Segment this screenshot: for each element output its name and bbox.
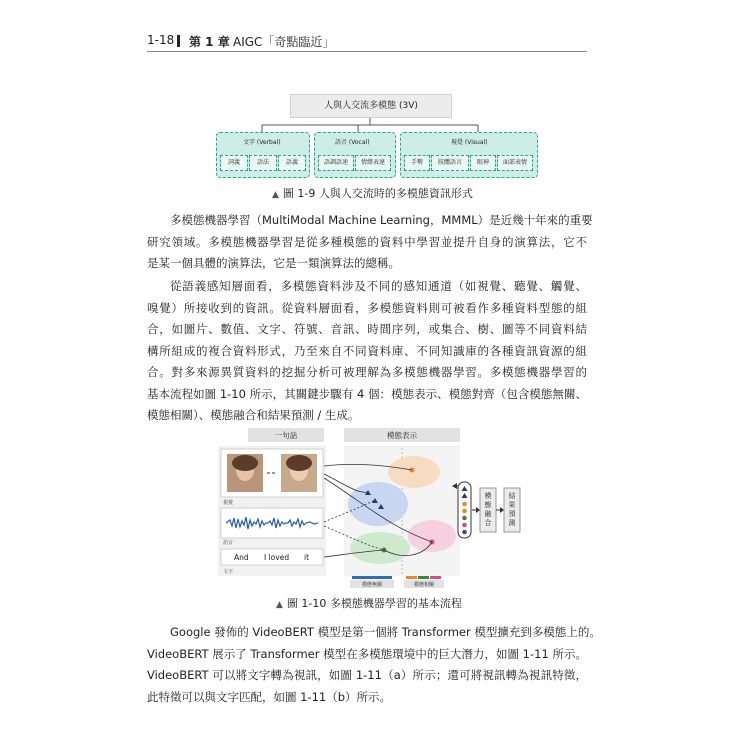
text-label: 文字 — [223, 569, 234, 575]
figure-1-9-caption — [272, 185, 473, 201]
figure-1-10-caption-text: 圖 1-10 多模態機器學習的基本流程 — [286, 597, 462, 610]
cluster-blue — [348, 482, 408, 526]
header-rule — [147, 51, 587, 52]
prediction-char-3: 預 — [508, 510, 516, 518]
fusion-char-4: 合 — [484, 519, 492, 527]
legend-related-swatch-1 — [406, 576, 417, 579]
visual-label: 視覺 — [223, 500, 234, 506]
fusion-char-2: 態 — [484, 501, 492, 509]
group-vocal-label: 語音 (Vocal) — [335, 139, 370, 146]
chapter-title: AIGC「奇點臨近」 — [233, 35, 335, 49]
group-vocal — [314, 132, 396, 178]
leaf-verbal-1: 詞義 — [220, 155, 248, 171]
paragraph-2-line: 模態相關）、模態融合和結果預測 / 生成。 — [147, 408, 360, 422]
prediction-char-1: 結 — [508, 492, 516, 500]
figure-1-10-caption — [276, 595, 462, 611]
paragraph-2-line: 從語義感知層面看，多模態資料涉及不同的感知通道（如視覺、聽覺、觸覺、 — [170, 279, 587, 293]
cluster-pink — [408, 520, 456, 552]
legend-related-text: 模態相關 — [413, 582, 435, 588]
group-verbal-label: 文字 (Verbal) — [243, 139, 281, 146]
paragraph-2-line: 合。對多來源異質資料的挖掘分析可被理解為多模態機器學習。多模態機器學習的 — [147, 365, 587, 379]
paragraph-1 — [147, 210, 593, 275]
paragraph-1-line: 是某一個具體的演算法，它是一類演算法的總稱。 — [147, 256, 400, 270]
fusion-char-3: 融 — [484, 510, 492, 518]
leaf-visual-3: 眼神 — [470, 155, 496, 171]
paragraph-3-line: Google 發佈的 VideoBERT 模型是第一個將 Transformer 模型擴充到多模態上的。 — [170, 625, 601, 639]
legend-independent-swatch — [352, 576, 392, 579]
group-visual — [400, 132, 538, 178]
paragraph-2 — [147, 276, 587, 427]
paragraph-2-line: 基本流程如圖 1-10 所示，其關鍵步驟有 4 個：模態表示、模態對齊（包含模態無關、 — [147, 386, 587, 401]
paragraph-3-line: VideoBERT 展示了 Transformer 模型在多模態環境中的巨大潛力，如圖 1-11 所示。 — [147, 646, 587, 661]
leaf-vocal-1: 語調語速 — [318, 155, 354, 171]
group-verbal — [216, 132, 310, 178]
paragraph-3 — [147, 622, 601, 708]
legend-independent-text: 模態無關 — [361, 582, 383, 588]
right-header-text: 模態表示 — [387, 431, 417, 440]
figure-1-9-caption-text: 圖 1-9 人與人交流時的多模態資訊形式 — [282, 187, 473, 200]
caption-triangle-icon: ▲ — [272, 190, 279, 200]
caption-triangle-icon: ▲ — [276, 600, 283, 610]
running-header — [147, 33, 587, 51]
text-word-2: I loved — [264, 553, 290, 562]
paragraph-2-line: 合，如圖片、數值、文字、符號、音訊、時間序列，或集合、樹、圖等不同資料結 — [147, 322, 587, 336]
face-2-hair — [286, 455, 312, 471]
leaf-verbal-3: 語義 — [278, 155, 306, 171]
page-number: 1-18 — [147, 33, 175, 47]
paragraph-3-line: 此特徵可以與文字匹配，如圖 1-11（b）所示。 — [147, 689, 392, 704]
figure-1-10-graphic — [218, 426, 523, 588]
leaf-verbal-2: 語法 — [249, 155, 277, 171]
left-header-text: 一句話 — [274, 431, 298, 440]
text-word-1: And — [234, 553, 249, 562]
leaf-visual-4: 面部表情 — [497, 155, 533, 171]
prediction-char-4: 測 — [508, 519, 516, 527]
cluster-green — [350, 532, 410, 564]
prediction-char-2: 果 — [508, 501, 516, 509]
paragraph-2-line: 構所組成的複合資料形式，乃至來自不同資料庫、不同知識庫的各種資訊資源的組 — [147, 343, 587, 358]
figure-1-10 — [218, 426, 523, 588]
group-visual-label: 視覺 (Visual) — [451, 139, 488, 146]
legend-related-swatch-2 — [418, 576, 429, 579]
face-1-hair — [232, 455, 258, 471]
chapter-label: 第 1 章 — [189, 35, 230, 49]
leaf-visual-2: 肢體語言 — [431, 155, 469, 171]
fusion-char-1: 模 — [484, 492, 492, 500]
paragraph-1-line: 研究領域。多模態機器學習是從多種模態的資料中學習並提升自身的演算法，它不 — [147, 234, 587, 249]
cluster-orange — [388, 456, 440, 488]
audio-label: 語音 — [223, 540, 234, 546]
figure-1-9 — [210, 92, 540, 180]
header-divider — [177, 35, 180, 47]
figure-1-9-root: 人與人交流多模態 (3V) — [290, 94, 452, 118]
paragraph-1-line: 多模態機器學習（MultiModal Machine Learning，MMML）是近幾十年來的重要 — [170, 213, 593, 227]
leaf-visual-1: 手勢 — [404, 155, 430, 171]
text-word-3: it — [304, 553, 310, 562]
paragraph-3-line: VideoBERT 可以將文字轉為視訊，如圖 1-11（a）所示；還可將視訊轉為視訊特徵， — [147, 668, 587, 682]
leaf-vocal-2: 情緒表達 — [355, 155, 391, 171]
paragraph-2-line: 嗅覺）所接收到的資訊。從資料層面看，多模態資料則可被看作多種資料型態的組 — [147, 300, 587, 315]
legend-related-swatch-3 — [430, 576, 441, 579]
